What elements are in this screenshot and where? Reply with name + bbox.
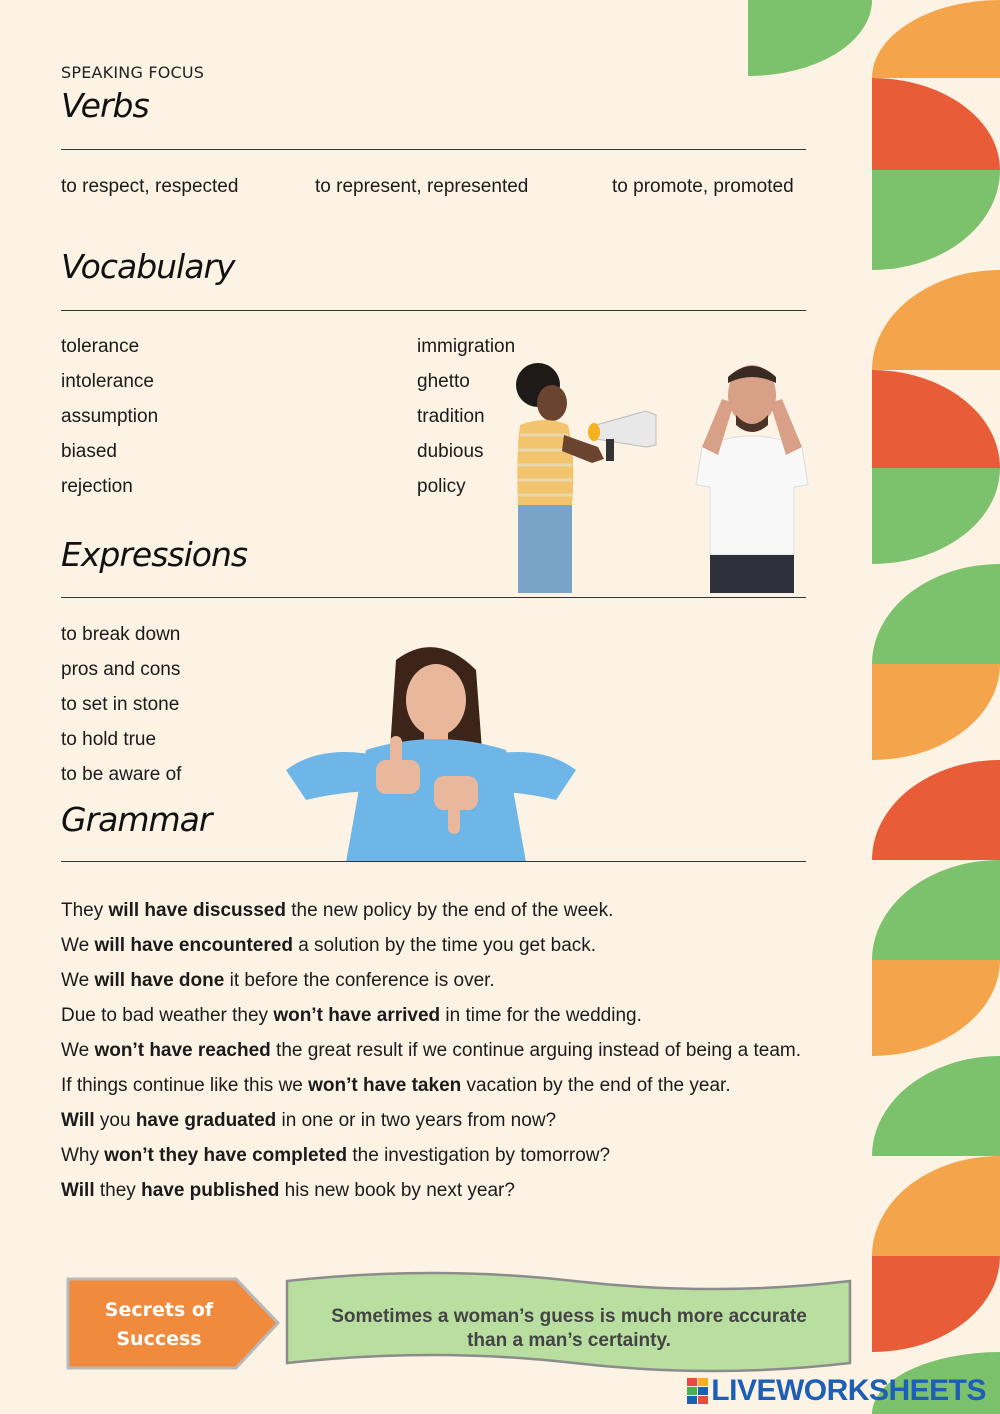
- grammar-text: in time for the wedding.: [440, 1005, 642, 1026]
- section-kicker: SPEAKING FOCUS: [61, 63, 205, 82]
- grammar-text: the investigation by tomorrow?: [347, 1145, 611, 1166]
- woman-with-megaphone: [516, 363, 656, 593]
- grammar-text: a solution by the time you get back.: [292, 935, 597, 956]
- grammar-rule: [61, 861, 806, 862]
- liveworksheets-logo: [687, 1373, 986, 1409]
- logo-blocks-icon: [687, 1378, 709, 1404]
- expressions-rule: [61, 597, 806, 598]
- vocabulary-item: tolerance: [61, 336, 140, 357]
- megaphone-illustration: [496, 355, 826, 593]
- grammar-verb-phrase: won’t have reached: [94, 1040, 271, 1061]
- vocabulary-item: immigration: [417, 336, 516, 357]
- grammar-verb-phrase: Will: [61, 1110, 95, 1131]
- expressions-list: [61, 617, 181, 792]
- grammar-verb-phrase: will have discussed: [108, 900, 286, 921]
- vocabulary-item: ghetto: [417, 371, 470, 392]
- grammar-heading: Grammar: [61, 800, 212, 839]
- vocabulary-item: tradition: [417, 406, 485, 427]
- grammar-verb-phrase: have published: [141, 1180, 280, 1201]
- expression-item: to hold true: [61, 729, 157, 750]
- grammar-text: vacation by the end of the year.: [461, 1075, 731, 1096]
- grammar-text: We: [61, 935, 95, 956]
- decorative-strip-shapes: [872, 0, 1000, 1414]
- grammar-sentence: [61, 963, 861, 998]
- grammar-sentence: [61, 998, 861, 1033]
- verb-item: to represent, represented: [315, 176, 529, 197]
- verb-item: to promote, promoted: [612, 176, 794, 197]
- quote-line-2: than a man’s certainty.: [467, 1330, 671, 1351]
- grammar-text: in one or in two years from now?: [276, 1110, 557, 1131]
- vocabulary-item: policy: [417, 476, 466, 497]
- grammar-text: they: [94, 1180, 142, 1201]
- vocabulary-item: intolerance: [61, 371, 154, 392]
- vocabulary-column-1: [61, 329, 158, 504]
- grammar-sentence: [61, 1138, 861, 1173]
- quote-text: [300, 1305, 838, 1353]
- vocabulary-heading: Vocabulary: [61, 247, 235, 286]
- grammar-verb-phrase: won’t have taken: [308, 1075, 462, 1096]
- grammar-sentences: [61, 893, 861, 1208]
- expression-item: to set in stone: [61, 694, 180, 715]
- grammar-text: They: [61, 900, 109, 921]
- secrets-title: [70, 1296, 248, 1354]
- grammar-text: We: [61, 1040, 95, 1061]
- vocabulary-item: assumption: [61, 406, 159, 427]
- grammar-verb-phrase: Will: [61, 1180, 95, 1201]
- grammar-text: If things continue like this we: [61, 1075, 309, 1096]
- vocabulary-item: dubious: [417, 441, 484, 462]
- grammar-verb-phrase: will have encountered: [94, 935, 293, 956]
- grammar-text: it before the conference is over.: [224, 970, 495, 991]
- grammar-text: Due to bad weather they: [61, 1005, 274, 1026]
- grammar-text: you: [94, 1110, 136, 1131]
- logo-text: LIVEWORKSHEETS: [711, 1374, 986, 1407]
- secrets-line-2: Success: [116, 1328, 202, 1350]
- vocabulary-rule: [61, 310, 806, 311]
- thumbs-illustration: [286, 640, 576, 862]
- grammar-sentence: [61, 1033, 861, 1068]
- grammar-verb-phrase: won’t have arrived: [273, 1005, 441, 1026]
- verb-item: to respect, respected: [61, 176, 239, 197]
- grammar-sentence: [61, 1103, 861, 1138]
- grammar-verb-phrase: have graduated: [135, 1110, 277, 1131]
- man-covering-ears: [696, 365, 808, 593]
- grammar-text: the great result if we continue arguing instead of being a team.: [270, 1040, 801, 1061]
- grammar-text: We: [61, 970, 95, 991]
- grammar-text: Why: [61, 1145, 105, 1166]
- grammar-verb-phrase: won’t they have completed: [104, 1145, 348, 1166]
- grammar-text: his new book by next year?: [279, 1180, 515, 1201]
- grammar-sentence: [61, 928, 861, 963]
- grammar-text: the new policy by the end of the week.: [285, 900, 614, 921]
- verbs-heading: Verbs: [61, 86, 149, 125]
- vocabulary-item: rejection: [61, 476, 133, 497]
- quote-line-1: Sometimes a woman’s guess is much more accurate: [331, 1306, 807, 1327]
- secrets-line-1: Secrets of: [104, 1299, 214, 1321]
- decorative-green-quarter: [748, 0, 872, 76]
- grammar-sentence: [61, 1173, 861, 1208]
- expression-item: pros and cons: [61, 659, 181, 680]
- verbs-rule: [61, 149, 806, 150]
- expression-item: to be aware of: [61, 764, 182, 785]
- grammar-verb-phrase: will have done: [94, 970, 225, 991]
- vocabulary-item: biased: [61, 441, 117, 462]
- grammar-sentence: [61, 893, 861, 928]
- expressions-heading: Expressions: [61, 535, 248, 574]
- expression-item: to break down: [61, 624, 181, 645]
- grammar-sentence: [61, 1068, 861, 1103]
